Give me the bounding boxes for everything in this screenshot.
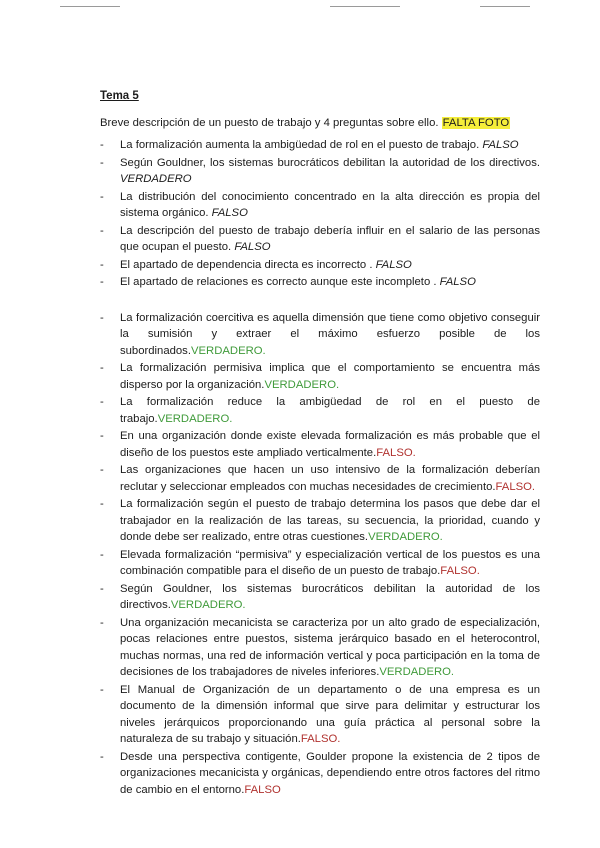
section-gap bbox=[100, 292, 540, 310]
list-item: - El apartado de relaciones es correcto aunque este incompleto . FALSO bbox=[100, 276, 476, 288]
list-item: - Las organizaciones que hacen un uso intensivo de la formalización deberían reclutar y seleccionar empleados con muchas necesidades de crecimiento.FALSO. bbox=[100, 464, 540, 493]
intro-line bbox=[100, 115, 540, 132]
scan-edge-left bbox=[60, 6, 120, 7]
scan-edge-mid bbox=[330, 6, 400, 7]
list-item: - La formalización permisiva implica que el comportamiento se encuentra más disperso por la organización.VERDADERO. bbox=[100, 362, 540, 391]
list-item: - Elevada formalización “permisiva” y especialización vertical de los puestos es una combinación compatible para el diseño de un puesto de trabajo.FALSO. bbox=[100, 548, 540, 577]
page-title: Tema 5 bbox=[100, 90, 139, 102]
list-item: - Desde una perspectiva contigente, Goulder propone la existencia de 2 tipos de organizaciones mecanicista y orgánicas, dependiendo entre otros factores del ritmo de cambio en el entorno.FALSO bbox=[100, 750, 540, 796]
list-item: - Según Gouldner, los sistemas burocráticos debilitan la autoridad de los directivos. VERDADERO bbox=[100, 156, 540, 185]
list-item: - El apartado de dependencia directa es incorrecto . FALSO bbox=[100, 258, 412, 271]
list-item: - La formalización según el puesto de trabajo determina los pasos que debe dar el trabajador en la realización de las tareas, su secuencia, la prioridad, cuando y donde debe ser realizado, entre otras cuestiones.VERDADERO. bbox=[100, 498, 540, 543]
document-page bbox=[100, 88, 540, 799]
list-item: - En una organización donde existe elevada formalización es más probable que el diseño de los puestos este ampliado verticalmente.FALSO. bbox=[100, 430, 540, 459]
question-list-2 bbox=[100, 310, 540, 799]
list-item: - Según Gouldner, los sistemas burocráticos debilitan la autoridad de los directivos.VERDADERO. bbox=[100, 582, 540, 611]
list-item: - La formalización reduce la ambigüedad de rol en el puesto de trabajo.VERDADERO. bbox=[100, 396, 540, 425]
list-item: - La descripción del puesto de trabajo debería influir en el salario de las personas que ocupan el puesto. FALSO bbox=[100, 224, 540, 253]
scan-edge-right bbox=[480, 6, 530, 7]
list-item: - El Manual de Organización de un departamento o de una empresa es un documento de la dimensión informal que sirve para delimitar y estructurar los niveles jerárquicos proporcionando una guía práctica al personal sobre la naturaleza de su trabajo y situación.FALSO. bbox=[100, 683, 540, 745]
question-list-1 bbox=[100, 137, 540, 291]
intro-text: Breve descripción de un puesto de trabajo y 4 preguntas sobre ello. bbox=[100, 116, 442, 129]
list-item: - La formalización aumenta la ambigüedad de rol en el puesto de trabajo. FALSO bbox=[100, 139, 519, 151]
list-item: - La distribución del conocimiento concentrado en la alta dirección es propia del sistema orgánico. FALSO bbox=[100, 190, 540, 219]
intro-highlight: FALTA FOTO bbox=[442, 116, 510, 129]
list-item: - La formalización coercitiva es aquella dimensión que tiene como objetivo conseguir la sumisión y extraer el máximo esfuerzo posible de los subordinados.VERDADERO. bbox=[100, 311, 540, 357]
list-item: - Una organización mecanicista se caracteriza por un alto grado de especialización, pocas relaciones entre puestos, sistema jerárquico basado en el heterocontrol, muchas normas, una red de información vertical y poca participación en la toma de decisiones de los trabajadores de niveles inferiores.VERDADERO. bbox=[100, 616, 540, 678]
